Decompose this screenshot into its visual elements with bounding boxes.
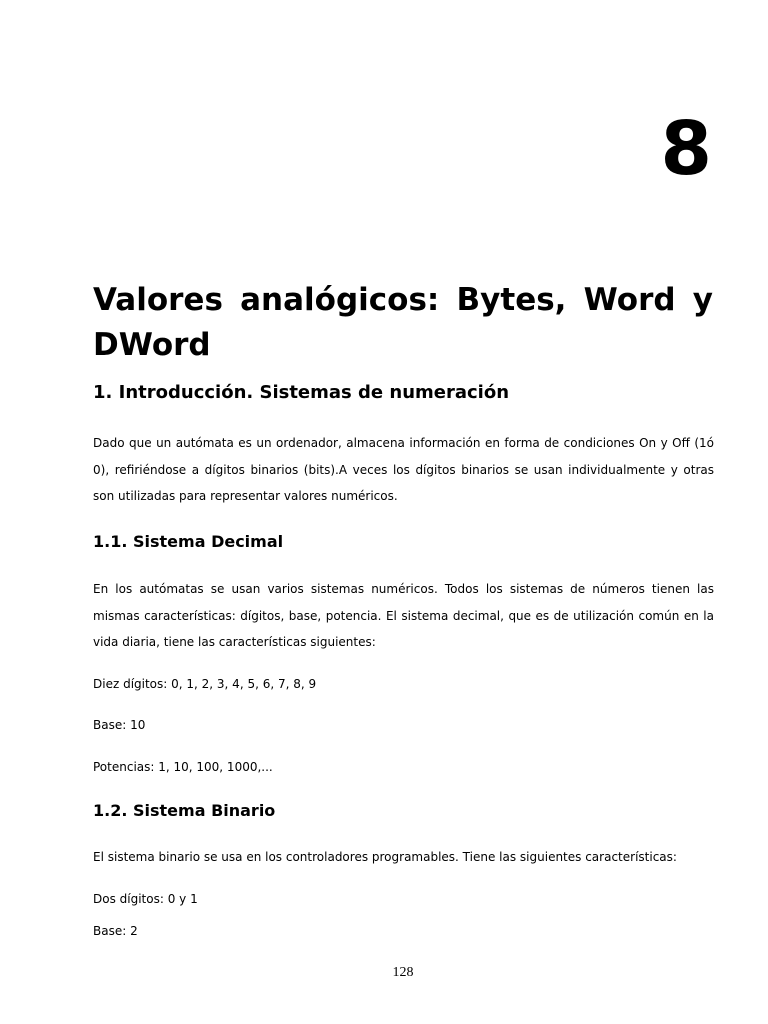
page-number: 128 [392,965,414,980]
section-heading-introduccion: 1. Introducción. Sistemas de numeración [93,382,510,403]
decimal-powers-line: Potencias: 1, 10, 100, 1000,... [93,760,273,774]
decimal-paragraph: En los autómatas se usan varios sistemas numéricos. Todos los sistemas de números tienen las mismas características: dígitos, base, potencia. El sistema decimal, que es de utilización común en la vida diaria, tiene las características siguientes: [93,582,714,649]
section-heading-sistema-binario: 1.2. Sistema Binario [93,801,276,820]
decimal-base-line: Base: 10 [93,718,146,732]
binary-base-line: Base: 2 [93,924,138,938]
decimal-digits-line: Diez dígitos: 0, 1, 2, 3, 4, 5, 6, 7, 8, 9 [93,677,317,691]
binary-paragraph: El sistema binario se usa en los controladores programables. Tiene las siguientes características: [93,850,677,864]
binary-digits-line: Dos dígitos: 0 y 1 [93,892,198,906]
intro-paragraph: Dado que un autómata es un ordenador, almacena información en forma de condiciones On y Off (1ó 0), refiriéndose a dígitos binarios (bits).A veces los dígitos binarios se usan individualmente y otras son utilizadas para representar valores numéricos. [93,436,714,503]
chapter-title: Valores analógicos: Bytes, Word y DWord [93,282,713,363]
section-heading-sistema-decimal: 1.1. Sistema Decimal [93,532,284,551]
chapter-number: 8 [660,106,712,192]
